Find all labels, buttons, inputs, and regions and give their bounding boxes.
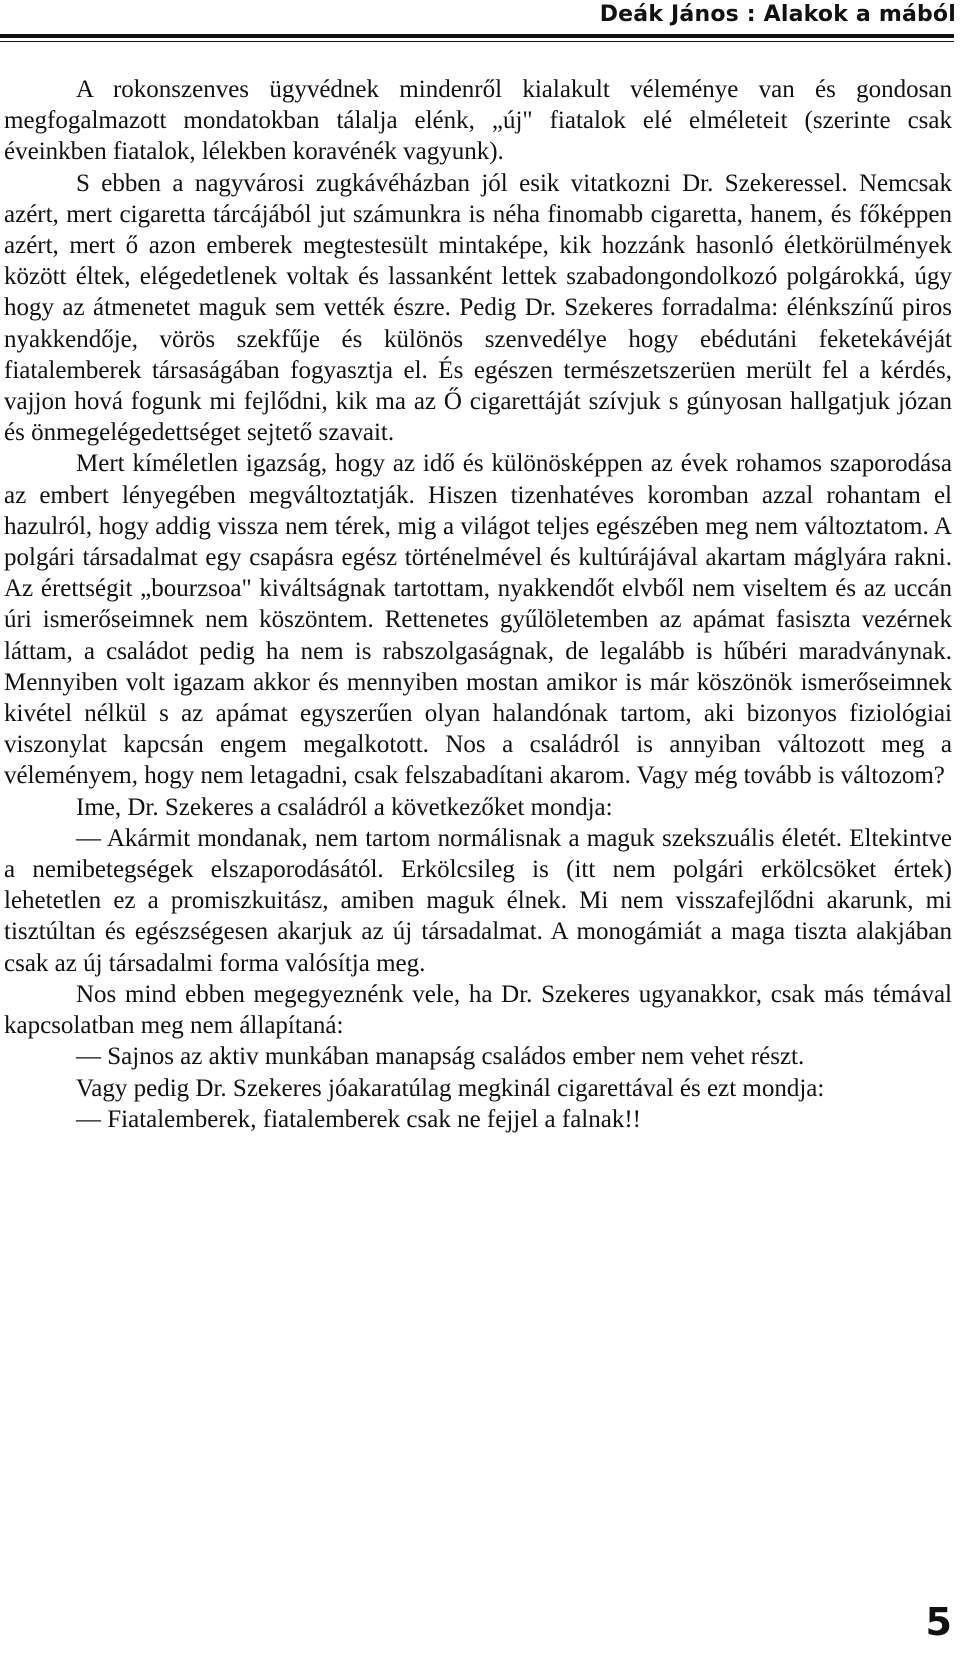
body-text <box>4 74 952 1135</box>
paragraph: A rokonszenves ügyvédnek mindenről kialakult véleménye van és gondosan megfogalmazott mondatokban tálalja elénk, „új" fiatalok elé elméleteit (szerinte csak éveinkben fiatalok, lélekben koravénék vagyunk). <box>4 76 952 166</box>
paragraph: Nos mind ebben megegyeznénk vele, ha Dr. Szekeres ugyanakkor, csak más témával kapcsolatban meg nem állapítaná: <box>4 980 952 1040</box>
dialogue-paragraph: — Fiatalemberek, fiatalemberek csak ne fejjel a falnak!! <box>76 1105 641 1133</box>
paragraph: Vagy pedig Dr. Szekeres jóakaratúlag megkinál cigarettával és ezt mondja: <box>76 1074 825 1102</box>
paragraph: S ebben a nagyvárosi zugkávéházban jól esik vitatkozni Dr. Szekeressel. Nemcsak azért, mert cigaretta tárcájából jut számunkra is néha finomabb cigaretta, hanem, és főképpen azért, mert ő azon emberek megtestesült mintaképe, kik hozzánk hasonló életkörülmények között éltek, elégedetlenek voltak és lassanként lettek szabadongondolkozó polgárokká, úgy hogy az átmenetet maguk sem vették észre. Pedig Dr. Szekeres forradalma: élénkszínű piros nyakkendője, vörös szekfűje és különös szenvedélye hogy ebédutáni feketekávéját fiatalemberek társaságában fogyasztja el. És egészen természetszerüen merült fel a kérdés, vajjon hová fogunk mi fejlődni, kik ma az Ő cigarettáját szívjuk s gúnyosan hallgatjuk józan és önmegelégedettséget sejtető szavait. <box>4 169 952 447</box>
paragraph: Ime, Dr. Szekeres a családról a következőket mondja: <box>76 793 613 821</box>
running-header: Deák János : Alakok a mából <box>599 2 956 27</box>
page-number: 5 <box>925 1600 952 1644</box>
dialogue-paragraph: — Sajnos az aktiv munkában manapság családos ember nem vehet részt. <box>76 1043 805 1071</box>
paragraph: Mert kíméletlen igazság, hogy az idő és különösképpen az évek rohamos szaporodása az embert lényegében megváltoztatják. Hiszen tizenhatéves koromban azzal rohantam el hazulról, hogy addig vissza nem térek, mig a világot teljes egészében meg nem változtatom. A polgári társadalmat egy csapásra egész történelmével és kultúrájával akartam máglyára rakni. Az érettségit „bourzsoa" kiváltságnak tartottam, nyakkendőt elvből nem viseltem és az uccán úri ismerőseimnek nem köszöntem. Rettenetes gyűlöletemben az apámat fasiszta vezérnek láttam, a családot pedig ha nem is rabszolgaságnak, de legalább is hűbéri maradványnak. Mennyiben volt igazam akkor és mennyiben mostan amikor is már köszönök ismerőseimnek kivétel nélkül s az apámat egyszerűen olyan halandónak tartom, aki bizonyos fiziológiai viszonylat kapcsán engem megalkotott. Nos a családról is annyiban változott meg a véleményem, hogy nem letagadni, csak felszabadítani akarom. Vagy még tovább is változom? <box>4 450 952 790</box>
dialogue-paragraph: — Akármit mondanak, nem tartom normálisnak a maguk szekszuális életét. Eltekintve a nemibetegségek elszaporodásától. Erkölcsileg is (itt nem polgári erkölcsöket értek) lehetetlen ez a promiszkuitász, amiben maguk élnek. Mi nem visszafejlődni akarunk, mi tisztúltan és egészségesen akarjuk az új társadalmat. A monogámiát a maga tiszta alakjában csak az új társadalmi forma valósítja meg. <box>4 824 952 977</box>
header-rule-thick <box>0 34 954 38</box>
header-rule-thin <box>0 41 954 42</box>
